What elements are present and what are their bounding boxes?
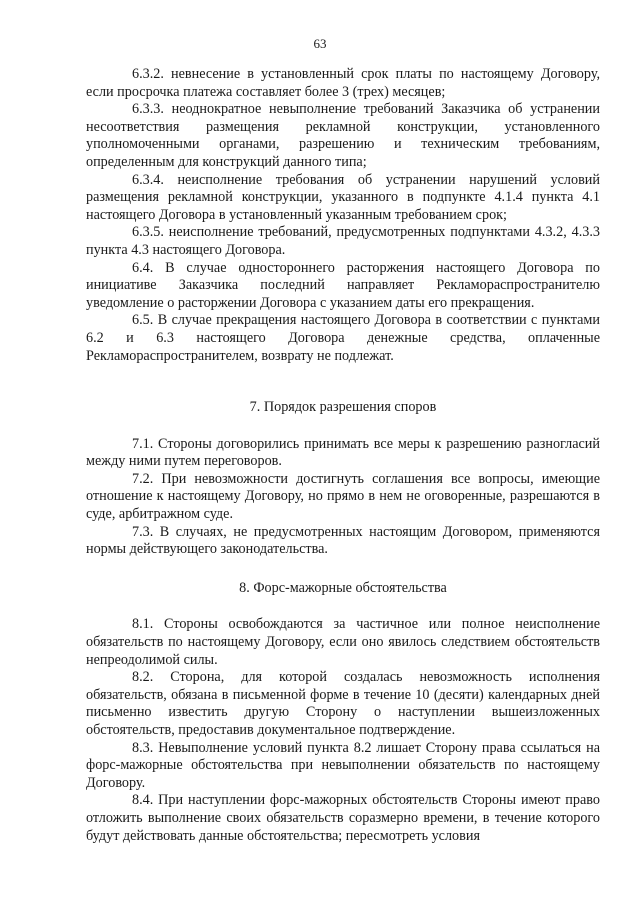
clause-8-1: 8.1. Стороны освобождаются за частичное или полное неисполнение обязательств по настоящему Договору, если оно явилось следствием обстоятельств непреодолимой силы. [86, 616, 600, 668]
clause-7-3: 7.3. В случаях, не предусмотренных настоящим Договором, применяются нормы действующего законодательства. [86, 523, 600, 558]
clause-6-3-5: 6.3.5. неисполнение требований, предусмотренных подпунктами 4.3.2, 4.3.3 пункта 4.3 настоящего Договора. [86, 224, 600, 258]
clause-6-5: 6.5. В случае прекращения настоящего Договора в соответствии с пунктами 6.2 и 6.3 настоящего Договора денежные средства, оплаченные Рекламораспространителем, возврату не подлежат. [86, 312, 600, 364]
clause-7-2: 7.2. При невозможности достигнуть соглашения все вопросы, имеющие отношение к настоящему Договору, но прямо в нем не оговоренные, разрешаются в суде, арбитражном суде. [86, 470, 600, 523]
page-number: 63 [313, 36, 327, 51]
clause-6-4: 6.4. В случае одностороннего расторжения настоящего Договора по инициативе Заказчика последний направляет Рекламораспространителю уведомление о расторжении Договора с указанием даты его прекращения. [86, 259, 600, 311]
section-7-heading: 7. Порядок разрешения споров [249, 399, 437, 416]
clause-8-4: 8.4. При наступлении форс-мажорных обстоятельств Стороны имеют право отложить выполнение своих обязательств соразмерно времени, в течение которого будут действовать данные обстоятельства; пересмотреть условия [86, 792, 600, 844]
section-8-heading: 8. Форс-мажорные обстоятельства [239, 579, 447, 596]
clause-6-3-3: 6.3.3. неоднократное невыполнение требований Заказчика об устранении несоответствия размещения рекламной конструкции, установленного уполномоченными органами, разрешению и техническим требованиям, определенным для конструкций данного типа; [86, 101, 600, 170]
clause-8-3: 8.3. Невыполнение условий пункта 8.2 лишает Сторону права ссылаться на форс-мажорные обстоятельства при невыполнении обязательств по настоящему Договору. [86, 739, 600, 791]
document-body [86, 66, 600, 845]
clause-6-3-2: 6.3.2. невнесение в установленный срок платы по настоящему Договору, если просрочка платежа составляет более 3 (трех) месяцев; [86, 66, 600, 100]
clause-7-1: 7.1. Стороны договорились принимать все меры к разрешению разногласий между ними путем переговоров. [86, 435, 600, 470]
clause-8-2: 8.2. Сторона, для которой создалась невозможность исполнения обязательств, обязана в письменной форме в течение 10 (десяти) календарных дней письменно известить другую Сторону о наступлении вышеизложенных обстоятельств, предоставив документальное подтверждение. [86, 669, 600, 738]
clause-6-3-4: 6.3.4. неисполнение требования об устранении нарушений условий размещения рекламной конструкции, указанного в подпункте 4.1.4 пункта 4.1 настоящего Договора в установленный указанным требованием срок; [86, 171, 600, 223]
